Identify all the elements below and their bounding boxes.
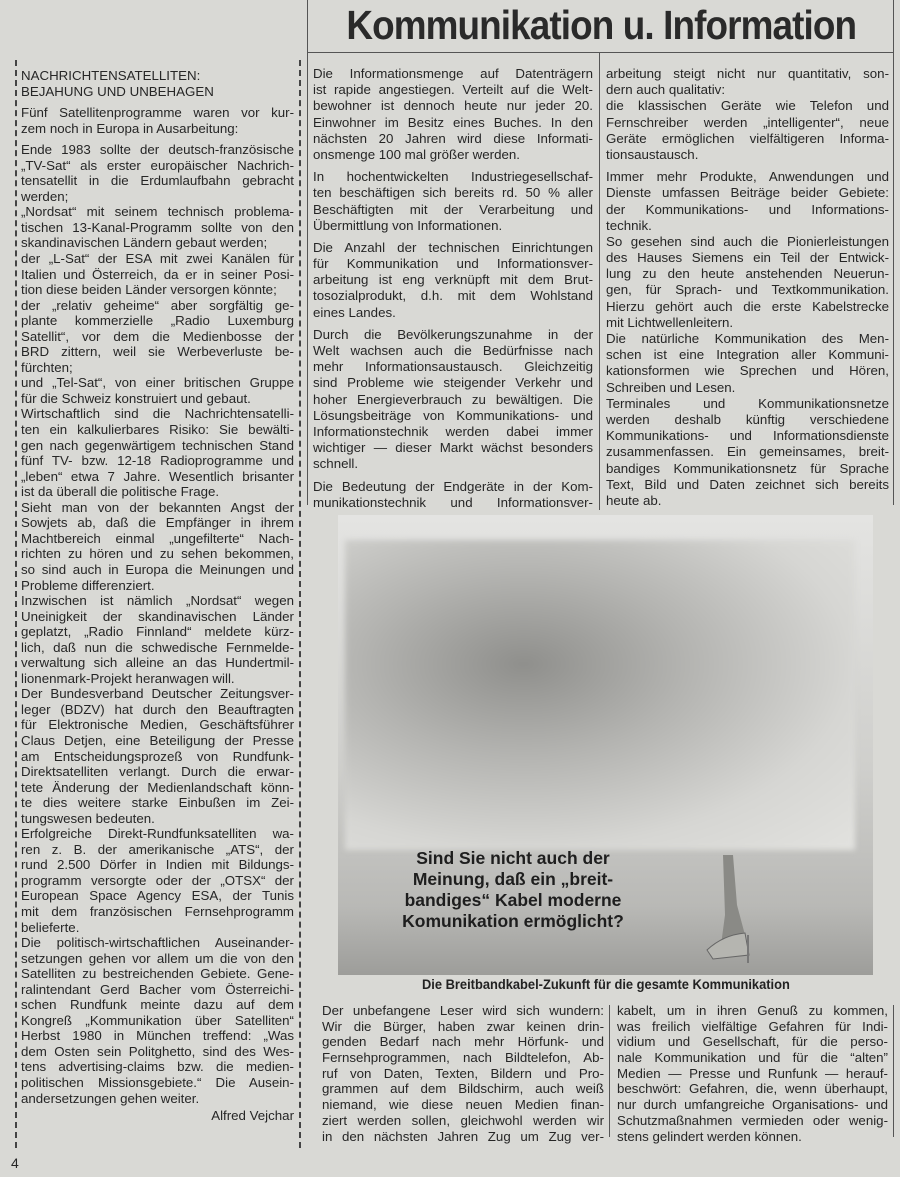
text-line: zusammenfassen. Ein gemeinsames, breit- xyxy=(606,444,889,460)
text-line: zem noch in Europa in Ausarbeitung: xyxy=(21,120,239,136)
text-line: andersetzungen gehen weiter. xyxy=(21,1090,200,1106)
right-column xyxy=(606,66,889,509)
text-line: tete Änderung der Medienlandschaft könn- xyxy=(21,779,294,795)
text-line: kabelt, um in ihren Genuß zu kommen, xyxy=(617,1003,888,1018)
paragraph xyxy=(21,105,294,136)
text-line: rund 2.500 Dörfer in Indien mit Bildungs- xyxy=(21,857,294,873)
text-line: ralintendant Gerd Bacher vom Österreichi- xyxy=(21,981,294,997)
text-line: schnell. xyxy=(313,456,359,472)
paragraph xyxy=(21,686,294,826)
paragraph xyxy=(606,98,889,163)
text-line: beschwört: Gefahren, die, wenn überhaupt, xyxy=(617,1081,888,1097)
text-line: tens advertising-claims bzw. die medien- xyxy=(21,1059,294,1075)
text-line: In hochentwickelten Industriegesellschaf- xyxy=(313,169,593,185)
heading-line: NACHRICHTENSATELLITEN: xyxy=(21,68,201,83)
text-line: für Elektronische Medien, Geschäftsführer xyxy=(21,717,294,733)
paragraph xyxy=(313,479,593,511)
text-line: kationsformen wie Sprechen und Hören, xyxy=(606,363,889,379)
text-line: Herbst 1980 in München treffend: „Was xyxy=(21,1028,294,1044)
text-line: schen Rundfunk meinte dazu auf dem xyxy=(21,997,294,1013)
text-line: „TV-Sat“ als erster europäischer Nachrich- xyxy=(21,157,294,173)
paragraph xyxy=(21,204,294,251)
bottom-right-column xyxy=(617,1003,888,1144)
paragraph xyxy=(21,935,294,1106)
text-line: Satellit“, vor dem die Medienbosse der xyxy=(21,328,294,344)
text-line: Immer mehr Produkte, Anwendungen und xyxy=(606,169,889,185)
text-line: Machtbereich einmal „ungefilterte“ Nach- xyxy=(21,530,294,546)
text-line: und „Tel-Sat“, von einer britischen Gruppe xyxy=(21,375,294,391)
text-line: lung zu den heute anstehenden Neuerun- xyxy=(606,266,889,282)
text-line: mit dem französischen Fernsehprogramm xyxy=(21,903,294,919)
paragraph xyxy=(21,298,294,376)
text-line: onsmenge 100 mal größer werden. xyxy=(313,146,520,162)
bottom-left-column xyxy=(322,1003,604,1144)
advert-slogan: Sind Sie nicht auch der Meinung, daß ein „breit- bandiges“ Kabel moderne Komunikation ermöglicht? xyxy=(402,848,624,931)
text-line: Direktsatelliten verlangt. Durch die erwar- xyxy=(21,764,294,780)
text-line: arbeitung steigt nicht nur quantitativ, son- xyxy=(606,66,889,81)
text-line: Probleme differenziert. xyxy=(21,577,155,593)
text-line: Der unbefangene Leser wird sich wundern: xyxy=(322,1003,604,1018)
text-line: Fernsehprogrammen, nach Bildtelefon, Ab- xyxy=(322,1050,604,1066)
text-line: plante kommerzielle „Radio Luxemburg xyxy=(21,313,294,329)
column-divider xyxy=(599,53,600,510)
paragraph xyxy=(21,826,294,935)
text-line: tosozialprodukt, d.h. mit dem Wohlstand xyxy=(313,288,593,304)
text-line: ten ein kalkulierbares Risiko: Sie bewälti- xyxy=(21,422,294,438)
author-name: Alfred Vejchar xyxy=(211,1108,294,1124)
text-line: der „L-Sat“ der ESA mit zwei Kanälen für xyxy=(21,251,294,267)
text-line: Medien — Presse und Runfunk — herauf- xyxy=(617,1065,888,1081)
text-line: Kommunikations- und Informationsdienste xyxy=(606,428,889,444)
text-line: vidium und Gesellschaft, für die perso- xyxy=(617,1034,888,1050)
heading-line: BEJAHUNG UND UNBEHAGEN xyxy=(21,83,214,99)
blurred-photo xyxy=(345,540,855,850)
text-line: ruf von Daten, Texten, Bildern und Pro- xyxy=(322,1065,604,1081)
column-divider xyxy=(307,0,308,505)
text-line: Durch die Bevölkerungszunahme in der xyxy=(313,326,593,342)
text-line: „leben“ etwa 7 Jahre. Wesentlich brisanter xyxy=(21,468,294,484)
text-line: politischen Missionsgebiete.“ Die Ausein- xyxy=(21,1075,294,1090)
text-line: stens gelindert werden können. xyxy=(617,1128,802,1144)
text-line: dern auch qualitativ: xyxy=(606,82,726,98)
text-line: Kongreß „Kommunikation über Satelliten“ xyxy=(21,1012,294,1028)
text-line: hoher Energieverbrauch zu bewältigen. Die xyxy=(313,391,593,407)
paragraph xyxy=(606,66,889,98)
text-line: heute ab. xyxy=(606,492,662,508)
text-line: tion diese beiden Länder versorgen könnte; xyxy=(21,282,277,298)
text-line: munikationstechnik und Informationsver- xyxy=(313,494,593,510)
text-line: Fünf Satellitenprogramme waren vor kur- xyxy=(21,105,294,121)
text-line: Wirtschaftlich sind die Nachrichtensatelli- xyxy=(21,406,294,422)
text-line: für Kommunikation und Informationsver- xyxy=(313,256,593,272)
text-line: Beschäftigten mit der Verarbeitung und xyxy=(313,201,593,217)
text-line: ten beschäftigen sich bereits rd. 50 % aller xyxy=(313,185,593,201)
paragraph xyxy=(21,142,294,204)
text-line: Lösungsbeiträge von Kommunikations- und xyxy=(313,407,593,423)
text-line: fünf TV- bzw. 12-18 Radioprogramme und xyxy=(21,453,294,469)
text-line: Die Informationsmenge auf Datenträgern xyxy=(313,66,593,81)
text-line: genden Bedarf nach mehr Hörfunk- und xyxy=(322,1034,604,1050)
paragraph xyxy=(606,396,889,509)
text-line: Uneinigkeit der skandinavischen Länder xyxy=(21,608,294,624)
text-line: tensatellit in die Erdumlaufbahn gebracht xyxy=(21,173,294,189)
text-line: Einwohner im Besitz eines Buches. In den xyxy=(313,114,593,130)
text-line: ziert werden sollen, gleichwohl werden wir xyxy=(322,1112,604,1128)
text-line: der Kommunikations- und Informations- xyxy=(606,201,889,217)
paragraph xyxy=(21,406,294,499)
text-line: Die Bedeutung der Endgeräte in der Kom- xyxy=(313,478,593,494)
text-line: arbeitung ist eng verknüpft mit dem Brut- xyxy=(313,272,593,288)
text-line: gen nach gegenwärtigem technischen Stand xyxy=(21,437,294,453)
image-caption: Die Breitbandkabel-Zukunft für die gesamte Kommunikation xyxy=(421,976,790,992)
text-line: Die politisch-wirtschaftlichen Auseinander- xyxy=(21,935,294,951)
high-heel-legs-image xyxy=(693,855,773,965)
text-line: te dies weitere starke Einbußen im Zei- xyxy=(21,795,294,811)
text-line: schen ist eine Integration aller Kommuni- xyxy=(606,347,889,363)
text-line: European Space Agency ESA, der Tunis xyxy=(21,888,294,904)
text-line: so sind auch in Europa die Meinungen und xyxy=(21,561,294,577)
text-line: ren z. B. der amerikanische „ATS“, der xyxy=(21,841,294,857)
page-title: Kommunikation u. Information xyxy=(308,0,894,53)
text-line: leger (BDZV) hat durch den Beauftragten xyxy=(21,701,294,717)
text-line: BRD zittern, weil sie Werbeverluste be- xyxy=(21,344,294,360)
text-line: Dienste umfassen Beiträge beider Gebiete: xyxy=(606,185,889,201)
text-line: Geräte ermöglichen vielfältigeren Informa- xyxy=(606,130,889,146)
text-line: „Nordsat“ mit seinem technisch problema- xyxy=(21,204,294,220)
text-line: technik. xyxy=(606,217,652,233)
text-line: tionsaustausch. xyxy=(606,146,699,162)
text-line: Hierzu gehört auch die erste Kabelstrecke xyxy=(606,298,889,314)
text-line: tungswesen bedeuten. xyxy=(21,810,155,826)
text-line: richten zu hören und zu sehen bekommen, xyxy=(21,546,294,562)
text-line: Übermittlung von Informationen. xyxy=(313,217,503,233)
text-line: Ende 1983 sollte der deutsch-französische xyxy=(21,142,294,158)
text-line: werden; xyxy=(21,188,69,204)
text-line: belieferte. xyxy=(21,919,80,935)
text-line: wichtiger — dieser Markt wächst besonders xyxy=(313,440,593,456)
text-line: der „relativ geheime“ aber sorgfältig ge- xyxy=(21,297,294,313)
text-line: lionenmark-Projekt heranwagen will. xyxy=(21,670,235,686)
text-line: Schreiben und Lesen. xyxy=(606,379,736,395)
paragraph xyxy=(313,240,593,321)
text-line: Erfolgreiche Direkt-Rundfunksatelliten wa- xyxy=(21,826,294,842)
text-line: setzungen gehen vor allem um die von den xyxy=(21,950,294,966)
text-line: ist rapide angestiegen. Verteilt auf die Welt- xyxy=(313,82,593,98)
text-line: bewohner ist dennoch heute nur jeder 20. xyxy=(313,98,593,114)
text-line: lich, daß nun die schwedische Fernmelde- xyxy=(21,639,294,655)
text-line: am Entscheidungsprozeß von Rundfunk- xyxy=(21,748,294,764)
text-line: Welt wachsen auch die Bedürfnisse nach xyxy=(313,343,593,358)
text-line: Informationstechnik werden dabei immer xyxy=(313,423,593,439)
text-line: Claus Detjen, eine Beteiligung der Presse xyxy=(21,732,294,748)
paragraph xyxy=(21,500,294,593)
text-line: Italien und Österreich, da er in seiner Posi- xyxy=(21,266,294,282)
text-line: Inzwischen ist nämlich „Nordsat“ wegen xyxy=(21,593,294,609)
paragraph xyxy=(606,169,889,234)
text-line: Satelliten zu bestreichenden Gebiete. Gene- xyxy=(21,966,294,982)
paragraph xyxy=(313,169,593,234)
text-line: für die Schweiz konstruiert und gebaut. xyxy=(21,390,251,406)
text-line: Terminales und Kommunikationsnetze xyxy=(606,395,889,411)
paragraph xyxy=(606,234,889,331)
middle-column xyxy=(313,66,593,511)
column-divider xyxy=(609,1005,610,1137)
column-divider xyxy=(893,0,894,505)
text-line: Fernschreiber werden „intelligenter“, neue xyxy=(606,114,889,130)
text-line: dem Osten sein Politghetto, sind des Wes- xyxy=(21,1043,294,1059)
paragraph xyxy=(21,593,294,686)
paragraph xyxy=(322,1003,604,1144)
text-line: skandinavischen Ländern gebaut werden; xyxy=(21,235,268,251)
text-line: bandiges Kommunikationsnetz für Sprache xyxy=(606,460,889,476)
advert-image xyxy=(338,515,873,975)
text-line: niemand, wie diese neuen Medien finan- xyxy=(322,1097,604,1113)
text-line: nur durch umfangreiche Organisations- und xyxy=(617,1097,888,1113)
text-line: nale Kommunikation und für die “alten” xyxy=(617,1050,888,1066)
page-number: 4 xyxy=(11,1155,19,1171)
text-line: Sieht man von der bekannten Angst der xyxy=(21,499,294,515)
text-line: ist da überall die politische Frage. xyxy=(21,484,220,500)
text-line: in den nächsten Jahren Zug um Zug ver- xyxy=(322,1128,604,1144)
text-line: Sowjets ab, daß die Empfänger in ihrem xyxy=(21,515,294,531)
text-line: Die natürliche Kommunikation des Men- xyxy=(606,331,889,346)
text-line: tischen 13-Kanal-Programm sollte von den xyxy=(21,219,294,235)
text-line: was freilich vielfältige Gefahren für Indi- xyxy=(617,1018,888,1034)
text-line: grammen auf dem Bildschirm, auch weiß xyxy=(322,1081,604,1097)
paragraph xyxy=(313,66,593,163)
text-line: mehr Informationsaustausch. Gleichzeitig xyxy=(313,359,593,375)
text-line: Text, Bild und Daten zeichnet sich bereits xyxy=(606,476,889,492)
paragraph xyxy=(21,375,294,406)
text-line: So gesehen sind auch die Pionierleistungen xyxy=(606,233,889,249)
text-line: nächsten 20 Jahren wird diese Informati- xyxy=(313,130,593,146)
text-line: Wir die Bürger, haben zwar keinen drin- xyxy=(322,1018,604,1034)
text-line: mit Lichtwellenleitern. xyxy=(606,314,734,330)
text-line: Der Bundesverband Deutscher Zeitungsver- xyxy=(21,686,294,702)
paragraph xyxy=(313,327,593,473)
article-heading xyxy=(21,68,294,99)
sidebar-article xyxy=(21,68,294,1124)
text-line: verwaltung sich alleine an das Hundertmil- xyxy=(21,655,294,671)
text-line: Schutzmaßnahmen vermieden oder wenig- xyxy=(617,1112,888,1128)
text-line: gen, für Sprach- und Textkommunikation. xyxy=(606,282,889,298)
text-line: Die Anzahl der technischen Einrichtungen xyxy=(313,239,593,255)
paragraph xyxy=(21,251,294,298)
text-line: des Hauses Siemens ein Teil der Entwick- xyxy=(606,250,889,266)
paragraph xyxy=(606,331,889,396)
text-line: die klassischen Geräte wie Telefon und xyxy=(606,98,889,114)
text-line: werden deshalb künftig verschiedene xyxy=(606,411,889,427)
paragraph xyxy=(617,1003,888,1144)
text-line: geplatzt, „Radio Finnland“ meldete kürz- xyxy=(21,624,294,640)
text-line: sind Probleme wie steigender Verkehr und xyxy=(313,375,593,391)
text-line: eines Landes. xyxy=(313,304,396,320)
text-line: fürchten; xyxy=(21,359,73,375)
text-line: programm versorgte oder der „OTSX“ der xyxy=(21,872,294,888)
column-divider xyxy=(893,1005,894,1137)
